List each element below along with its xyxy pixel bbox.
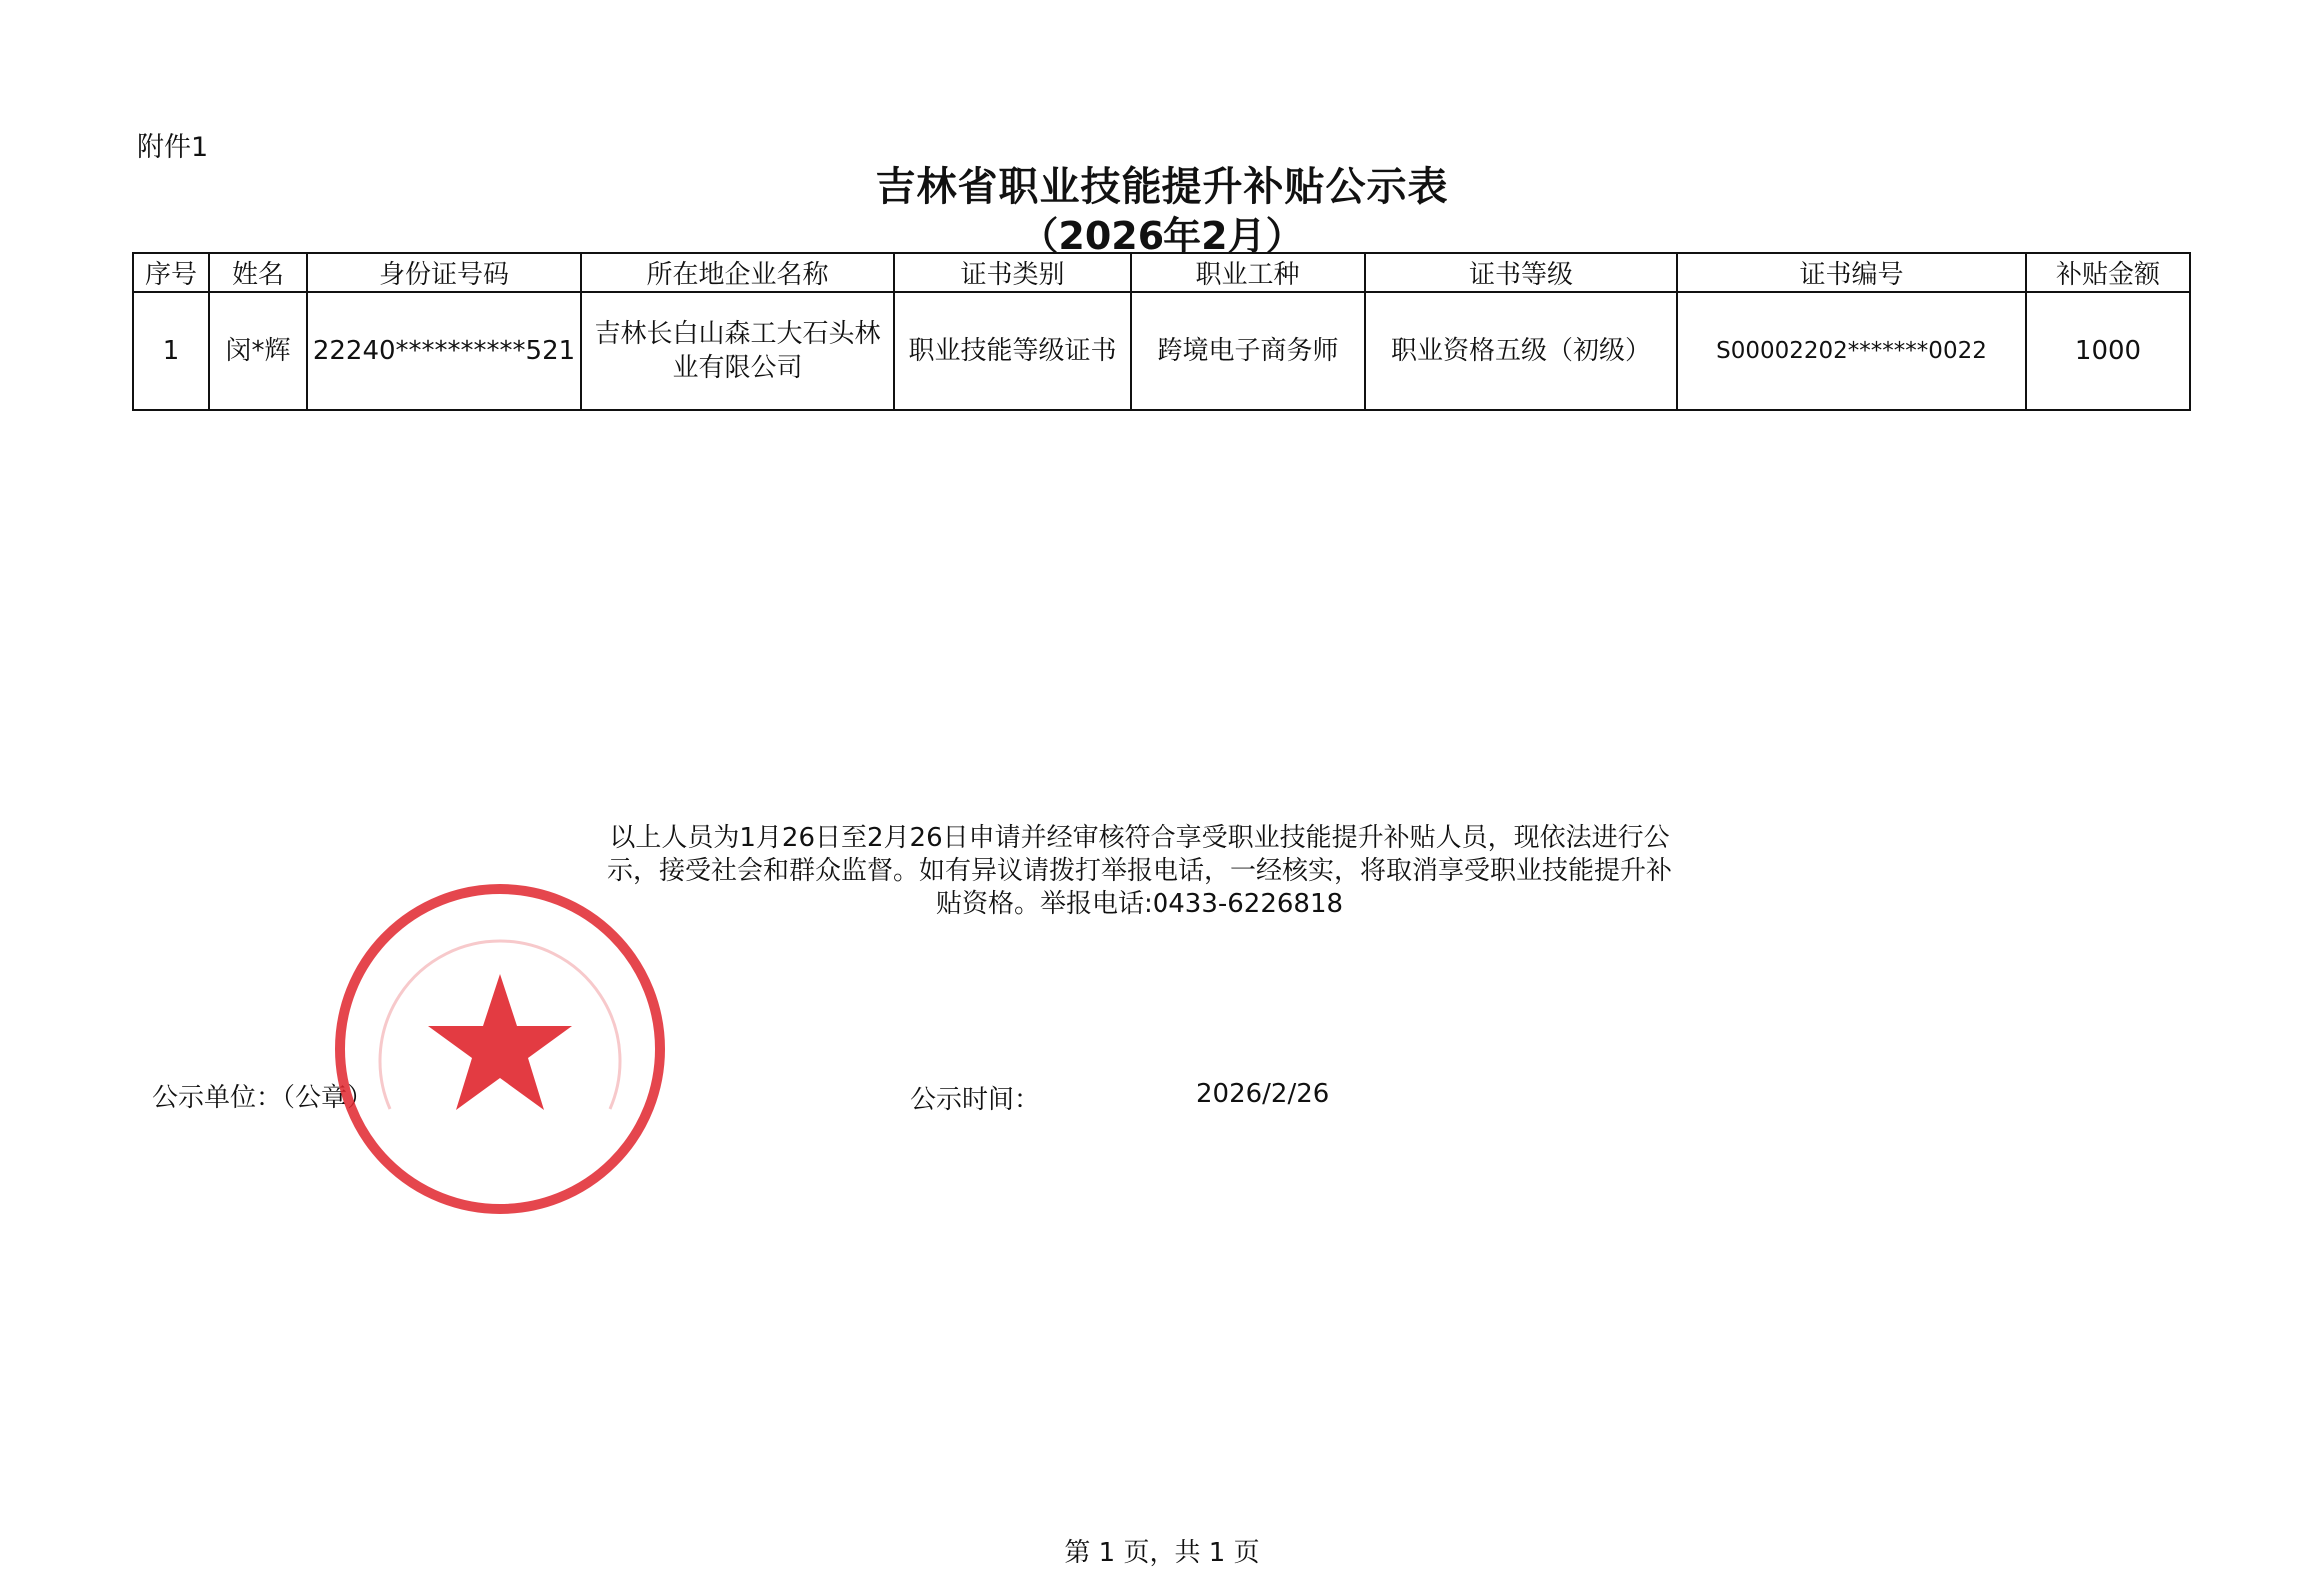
cell-index: 1 [133,292,209,410]
cell-company: 吉林长白山森工大石头林业有限公司 [581,292,894,410]
cell-id-number: 22240**********521 [307,292,581,410]
header-index: 序号 [133,253,209,292]
header-amount: 补贴金额 [2026,253,2190,292]
header-name: 姓名 [209,253,307,292]
publish-time-value: 2026/2/26 [1196,1079,1330,1109]
official-seal [330,879,670,1219]
cell-occupation: 跨境电子商务师 [1131,292,1365,410]
seal-star-icon [428,974,572,1110]
subsidy-table [132,252,2191,411]
document-subtitle: （2026年2月） [1020,214,1304,258]
cell-cert-type: 职业技能等级证书 [894,292,1131,410]
cell-cert-number: S00002202*******0022 [1677,292,2026,410]
table-row [133,292,2190,410]
cell-name: 闵*辉 [209,292,307,410]
header-cert-level: 证书等级 [1365,253,1677,292]
table-header-row [133,253,2190,292]
header-cert-number: 证书编号 [1677,253,2026,292]
publish-time-label: 公示时间： [910,1085,1041,1115]
document-title: 吉林省职业技能提升补贴公示表 [875,164,1449,210]
header-id-number: 身份证号码 [307,253,581,292]
header-company: 所在地企业名称 [581,253,894,292]
notice-text: 以上人员为1月26日至2月26日申请并经审核符合享受职业技能提升补贴人员，现依法进行公示，接受社会和群众监督。如有异议请拨打举报电话，一经核实，将取消享受职业技能提升补贴资格。举报电话:0433-6226818 [606,823,1672,919]
cell-cert-level: 职业资格五级（初级） [1365,292,1677,410]
page-footer: 第 1 页，共 1 页 [1064,1538,1260,1568]
header-occupation: 职业工种 [1131,253,1365,292]
header-cert-type: 证书类别 [894,253,1131,292]
publish-unit-label: 公示单位：（公章） [152,1083,374,1113]
attachment-label: 附件1 [137,132,209,163]
cell-amount: 1000 [2026,292,2190,410]
